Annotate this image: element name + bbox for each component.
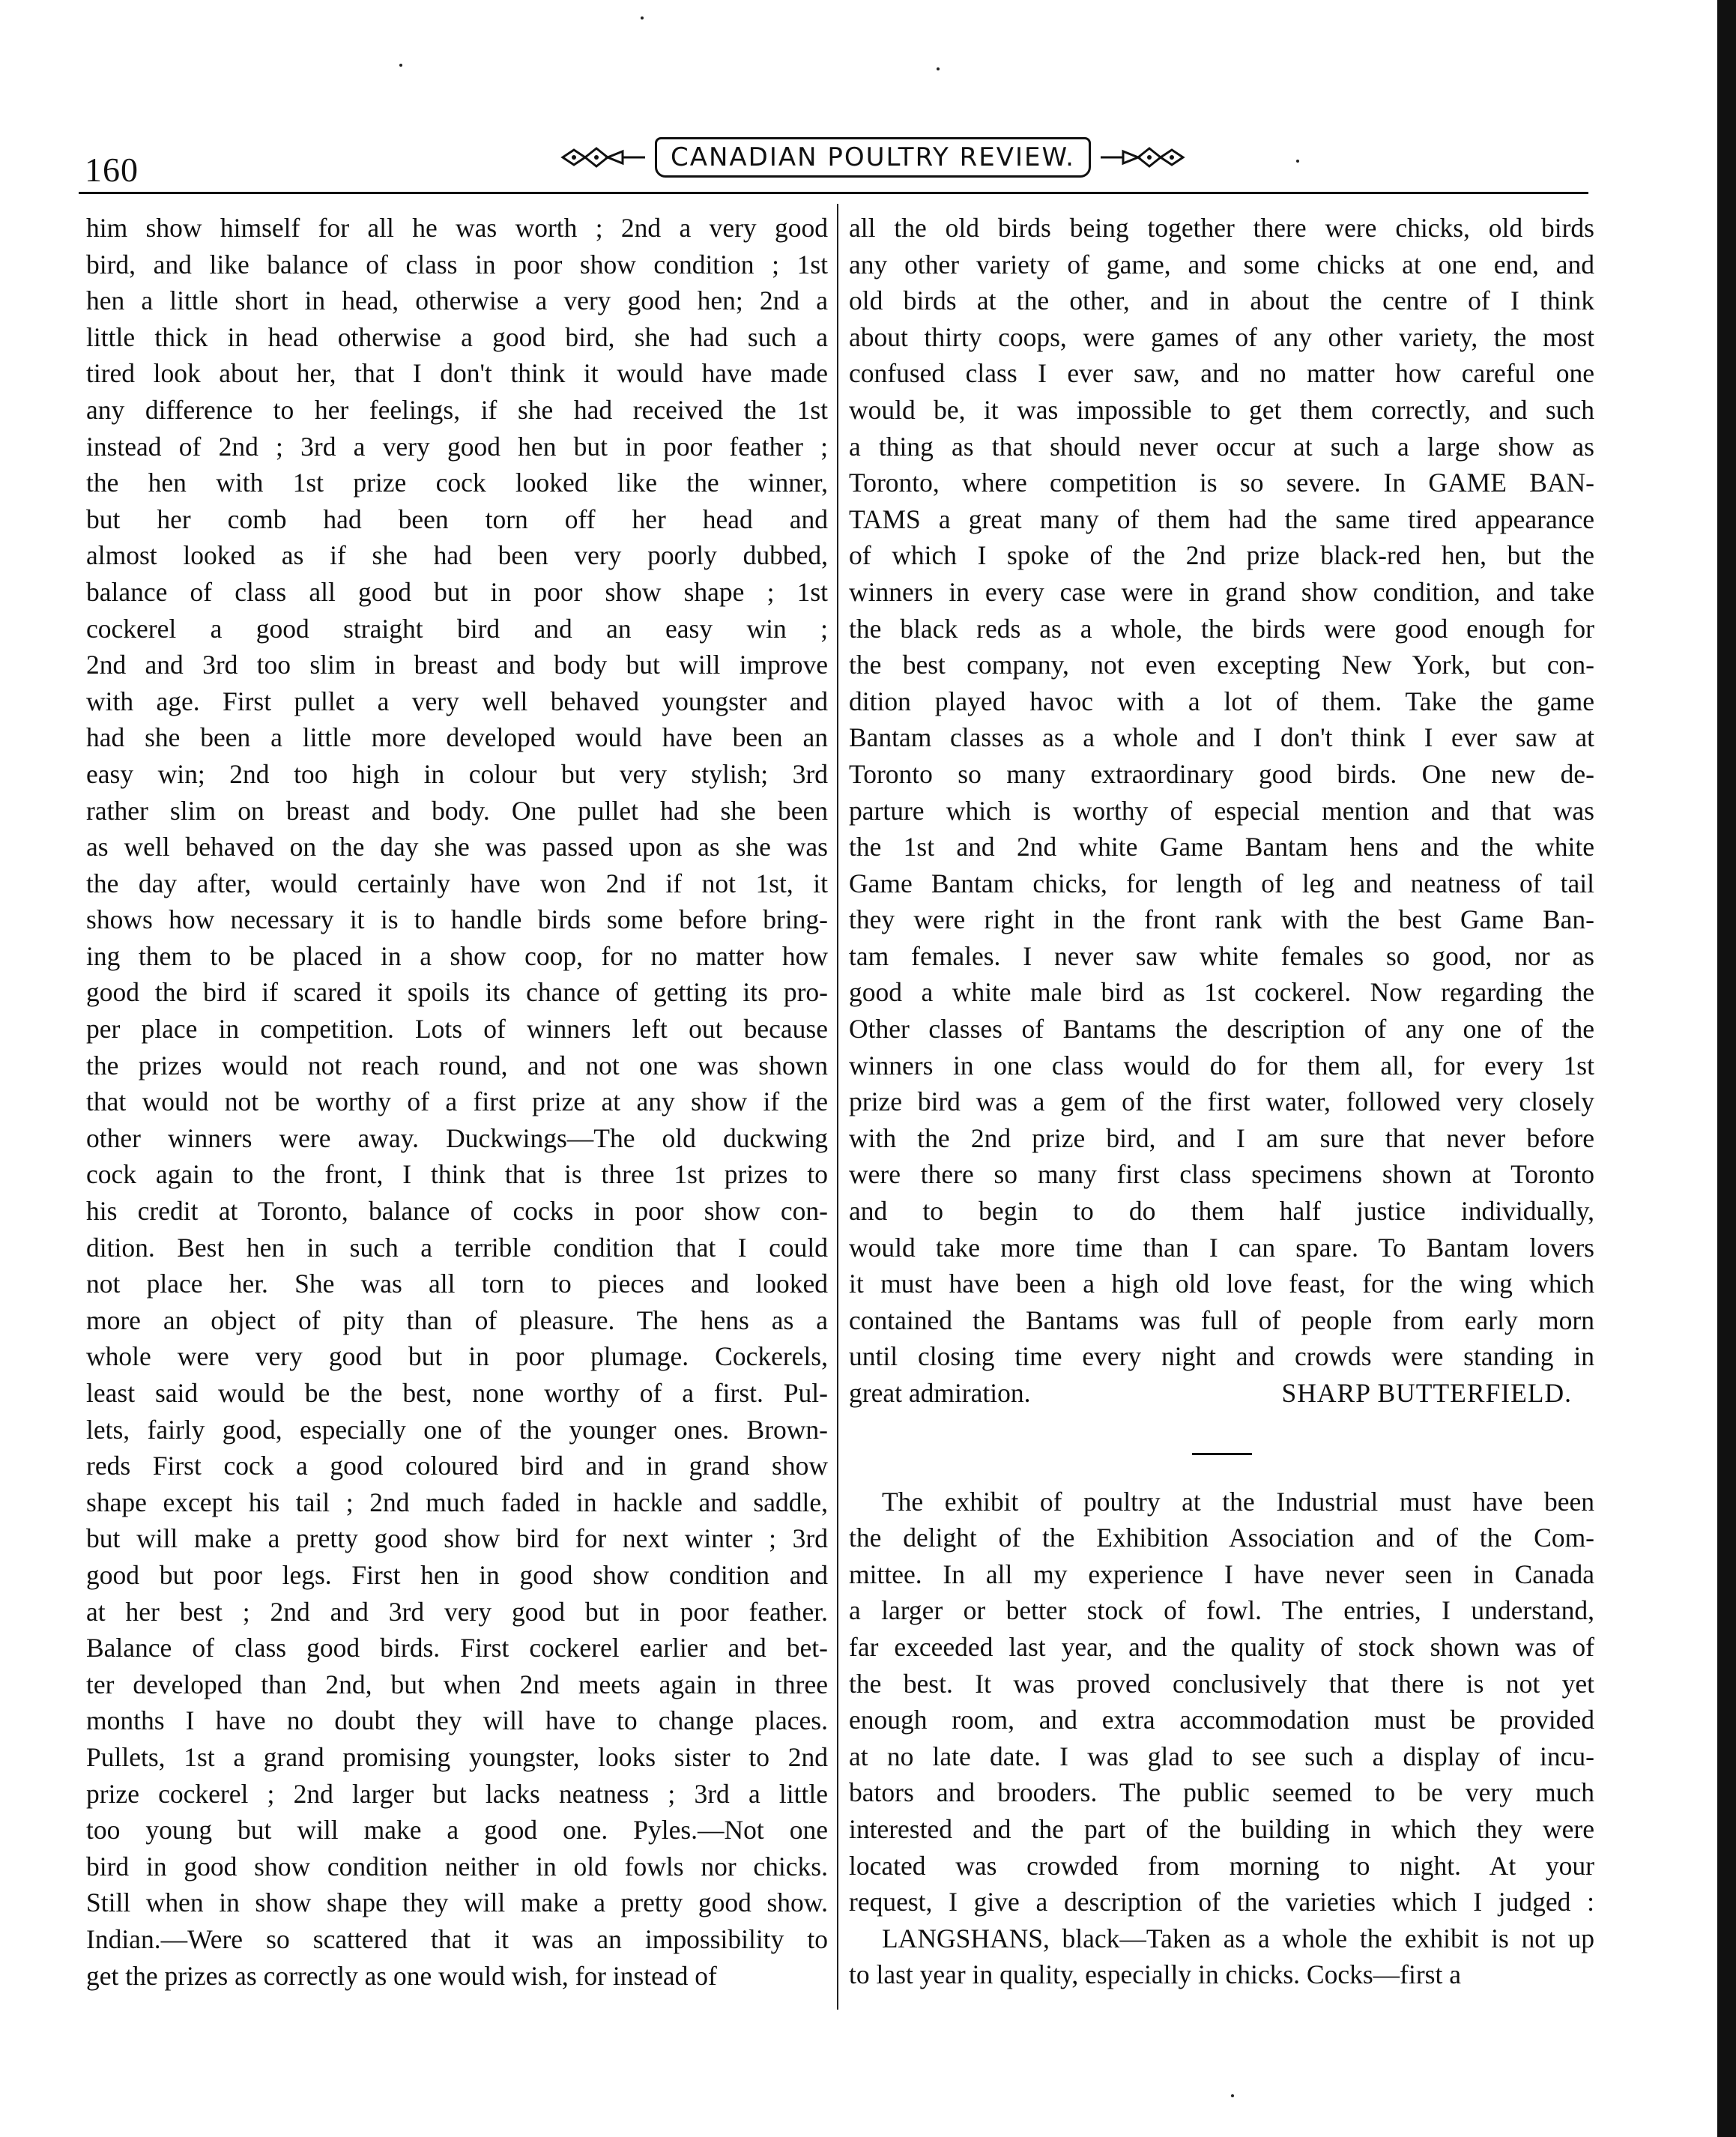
text-line: good the bird if scared it spoils its chance of getting its pro- bbox=[86, 977, 828, 1008]
text-line: a thing as that should never occur at such a large show as bbox=[849, 431, 1594, 462]
text-line: winners in one class would do for them all, for every 1st bbox=[849, 1050, 1594, 1080]
column-divider bbox=[837, 204, 838, 2010]
scan-speck bbox=[1231, 2094, 1234, 2097]
text-line: least said would be the best, none worthy of a first. Pul- bbox=[86, 1378, 828, 1408]
text-line: Toronto so many extraordinary good birds. One new de- bbox=[849, 758, 1594, 789]
text-line: easy win; 2nd too high in colour but very stylish; 3rd bbox=[86, 758, 828, 789]
text-line: almost looked as if she had been very poorly dubbed, bbox=[86, 540, 828, 571]
text-line: prize bird was a gem of the first water, followed very closely bbox=[849, 1086, 1594, 1117]
text-line: any other variety of game, and some chicks at one end, and bbox=[849, 249, 1594, 279]
text-line: the best company, not even excepting New York, but con- bbox=[849, 650, 1594, 680]
scan-edge-shadow bbox=[1717, 0, 1736, 2137]
text-line: would be, it was impossible to get them correctly, and such bbox=[849, 394, 1594, 425]
text-line: instead of 2nd ; 3rd a very good hen but in poor feather ; bbox=[86, 431, 828, 462]
text-line: good a white male bird as 1st cockerel. Now regarding the bbox=[849, 977, 1594, 1008]
text-line: ter developed than 2nd, but when 2nd meets again in three bbox=[86, 1669, 828, 1699]
text-line: located was crowded from morning to night. At your bbox=[849, 1850, 1594, 1881]
text-line: to last year in quality, especially in chicks. Cocks—first a bbox=[849, 1959, 1461, 1990]
text-line: the best. It was proved conclusively that there is not yet bbox=[849, 1668, 1594, 1699]
text-line: the 1st and 2nd white Game Bantam hens and the white bbox=[849, 832, 1594, 862]
masthead bbox=[543, 129, 1203, 186]
text-line: as well behaved on the day she was passed upon as she was bbox=[86, 832, 828, 862]
text-line: Game Bantam chicks, for length of leg and neatness of tail bbox=[849, 868, 1594, 898]
text-line: far exceeded last year, and the quality of stock shown was of bbox=[849, 1631, 1594, 1662]
text-line: a larger or better stock of fowl. The entries, I understand, bbox=[849, 1595, 1594, 1626]
author-signature: SHARP BUTTERFIELD. bbox=[1281, 1378, 1572, 1408]
text-line: mittee. In all my experience I have never seen in Canada bbox=[849, 1559, 1594, 1589]
text-line: Other classes of Bantams the description of any one of the bbox=[849, 1014, 1594, 1045]
text-line: bird, and like balance of class in poor show condition ; 1st bbox=[86, 249, 828, 279]
text-line: tired look about her, that I don't think it would have made bbox=[86, 358, 828, 389]
text-line: The exhibit of poultry at the Industrial must have been bbox=[882, 1486, 1594, 1517]
text-line: LANGSHANS, black—Taken as a whole the exhibit is not up bbox=[882, 1923, 1594, 1953]
text-line: Balance of class good birds. First cockerel earlier and bet- bbox=[86, 1633, 828, 1663]
text-line: rather slim on breast and body. One pullet had she been bbox=[86, 795, 828, 826]
text-line: the black reds as a whole, the birds were good enough for bbox=[849, 613, 1594, 644]
text-line: winners in every case were in grand show condition, and take bbox=[849, 576, 1594, 607]
text-line: but her comb had been torn off her head and bbox=[86, 504, 828, 534]
text-line: him show himself for all he was worth ; 2nd a very good bbox=[86, 213, 828, 243]
text-line: shows how necessary it is to handle birds some before bring- bbox=[86, 904, 828, 935]
text-line: hen a little short in head, otherwise a very good hen; 2nd a bbox=[86, 285, 828, 316]
text-line: it must have been a high old love feast, for the wing which bbox=[849, 1269, 1594, 1299]
text-line: interested and the part of the building in which they were bbox=[849, 1813, 1594, 1844]
text-line: dition. Best hen in such a terrible condition that I could bbox=[86, 1232, 828, 1263]
text-line: reds First cock a good coloured bird and in grand show bbox=[86, 1451, 828, 1481]
text-line: lets, fairly good, especially one of the younger ones. Brown- bbox=[86, 1414, 828, 1445]
page-header bbox=[79, 129, 1588, 196]
text-line: contained the Bantams was full of people from early morn bbox=[849, 1305, 1594, 1335]
text-line: not place her. She was all torn to pieces and looked bbox=[86, 1269, 828, 1299]
text-line: tam females. I never saw white females so good, nor as bbox=[849, 940, 1594, 971]
text-line: shape except his tail ; 2nd much faded in hackle and saddle, bbox=[86, 1487, 828, 1517]
text-line: cockerel a good straight bird and an easy win ; bbox=[86, 613, 828, 644]
text-line: balance of class all good but in poor show shape ; 1st bbox=[86, 576, 828, 607]
text-line: good but poor legs. First hen in good show condition and bbox=[86, 1559, 828, 1590]
text-line: all the old birds being together there were chicks, old birds bbox=[849, 213, 1594, 243]
right-ornament-icon bbox=[1097, 142, 1187, 172]
text-line: at her best ; 2nd and 3rd very good but in poor feather. bbox=[86, 1596, 828, 1627]
text-line: 2nd and 3rd too slim in breast and body but will improve bbox=[86, 650, 828, 680]
text-line: his credit at Toronto, balance of cocks in poor show con- bbox=[86, 1196, 828, 1227]
text-line: the delight of the Exhibition Association and of the Com- bbox=[849, 1523, 1594, 1553]
text-line: until closing time every night and crowds were standing in bbox=[849, 1341, 1594, 1372]
page-number: 160 bbox=[85, 151, 139, 189]
header-rule bbox=[79, 192, 1588, 194]
text-line: with the 2nd prize bird, and I am sure that never before bbox=[849, 1122, 1594, 1153]
text-line: more an object of pity than of pleasure. The hens as a bbox=[86, 1305, 828, 1335]
text-line: old birds at the other, and in about the centre of I think bbox=[849, 285, 1594, 316]
text-line: the hen with 1st prize cock looked like the winner, bbox=[86, 468, 828, 498]
text-line: request, I give a description of the varieties which I judged : bbox=[849, 1887, 1594, 1917]
text-line: Toronto, where competition is so severe. In GAME BAN- bbox=[849, 468, 1594, 498]
text-line: with age. First pullet a very well behaved youngster and bbox=[86, 686, 828, 716]
text-line: confused class I ever saw, and no matter how careful one bbox=[849, 358, 1594, 389]
text-line: Bantam classes as a whole and I don't think I ever saw at bbox=[849, 722, 1594, 753]
left-column bbox=[86, 210, 828, 1994]
text-line: enough room, and extra accommodation must be provided bbox=[849, 1705, 1594, 1735]
text-line: per place in competition. Lots of winners left out because bbox=[86, 1014, 828, 1045]
text-line: Indian.—Were so scattered that it was an impossibility to bbox=[86, 1923, 828, 1954]
text-line: bators and brooders. The public seemed to be very much bbox=[849, 1777, 1594, 1808]
text-line: and to begin to do them half justice individually, bbox=[849, 1196, 1594, 1227]
scan-speck bbox=[399, 64, 402, 67]
text-line: ing them to be placed in a show coop, for no matter how bbox=[86, 940, 828, 971]
text-line: were there so many first class specimens shown at Toronto bbox=[849, 1159, 1594, 1190]
scan-speck bbox=[641, 16, 644, 19]
text-line: get the prizes as correctly as one would wish, for instead of bbox=[86, 1960, 717, 1991]
text-line: Still when in show shape they will make a pretty good show. bbox=[86, 1887, 828, 1918]
text-line: but will make a pretty good show bird for next winter ; 3rd bbox=[86, 1523, 828, 1554]
right-column bbox=[849, 210, 1594, 1993]
section-separator bbox=[1192, 1453, 1252, 1455]
text-line: bird in good show condition neither in old fowls nor chicks. bbox=[86, 1851, 828, 1881]
masthead-title: CANADIAN POULTRY REVIEW. bbox=[655, 137, 1091, 178]
text-line: parture which is worthy of especial mention and that was bbox=[849, 795, 1594, 826]
text-line: at no late date. I was glad to see such a display of incu- bbox=[849, 1741, 1594, 1771]
closing-line bbox=[849, 1375, 1594, 1412]
text-line: about thirty coops, were games of any other variety, the most bbox=[849, 321, 1594, 352]
text-line: Pullets, 1st a grand promising youngster, looks sister to 2nd bbox=[86, 1741, 828, 1772]
text-line: months I have no doubt they will have to change places. bbox=[86, 1705, 828, 1736]
left-ornament-icon bbox=[559, 142, 649, 172]
closing-text: great admiration. bbox=[849, 1378, 1031, 1408]
text-line: dition played havoc with a lot of them. Take the game bbox=[849, 686, 1594, 716]
text-line: that would not be worthy of a first prize at any show if the bbox=[86, 1086, 828, 1117]
text-line: whole were very good but in poor plumage. Cockerels, bbox=[86, 1341, 828, 1372]
text-line: had she been a little more developed would have been an bbox=[86, 722, 828, 753]
text-line: too young but will make a good one. Pyles.—Not one bbox=[86, 1815, 828, 1846]
text-line: TAMS a great many of them had the same tired appearance bbox=[849, 504, 1594, 534]
text-line: cock again to the front, I think that is three 1st prizes to bbox=[86, 1159, 828, 1190]
text-line: little thick in head otherwise a good bird, she had such a bbox=[86, 321, 828, 352]
scan-speck bbox=[1296, 160, 1299, 163]
text-line: the day after, would certainly have won 2nd if not 1st, it bbox=[86, 868, 828, 898]
text-line: would take more time than I can spare. To Bantam lovers bbox=[849, 1232, 1594, 1263]
text-line: any difference to her feelings, if she had received the 1st bbox=[86, 394, 828, 425]
text-line: other winners were away. Duckwings—The old duckwing bbox=[86, 1122, 828, 1153]
text-line: they were right in the front rank with the best Game Ban- bbox=[849, 904, 1594, 935]
text-line: prize cockerel ; 2nd larger but lacks neatness ; 3rd a little bbox=[86, 1778, 828, 1809]
text-line: of which I spoke of the 2nd prize black-red hen, but the bbox=[849, 540, 1594, 571]
text-line: the prizes would not reach round, and not one was shown bbox=[86, 1050, 828, 1080]
scan-speck bbox=[937, 67, 940, 70]
